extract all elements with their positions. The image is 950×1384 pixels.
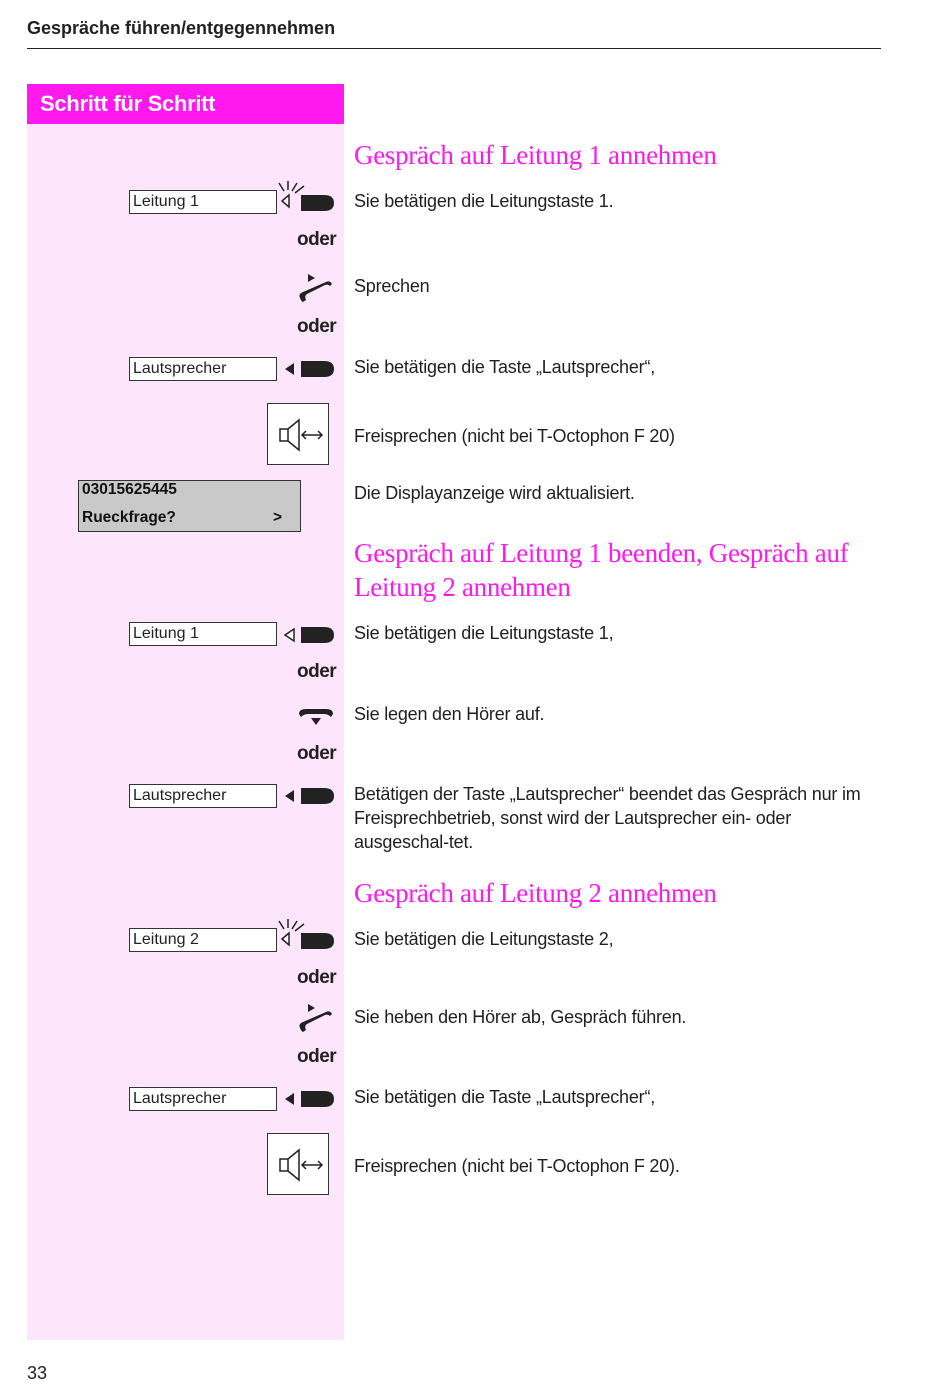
key-button-icon [298, 1088, 336, 1110]
step-text: Sie betätigen die Leitungstaste 1, [354, 623, 614, 643]
speaker-icon [267, 403, 329, 465]
oder-label: oder [297, 229, 337, 250]
section-title-accept-line2: Gespräch auf Leitung 2 annehmen [354, 878, 717, 908]
step-text: Betätigen der Taste „Lautsprecher“ beendet das Gespräch nur im Freisprechbetrieb, sonst wird der Lautsprecher ein- oder ausgeschal-tet. [354, 784, 861, 852]
section-title-line: Leitung 2 annehmen [354, 572, 571, 602]
phone-display [78, 480, 301, 532]
page-header-title: Gespräche führen/entgegennehmen [27, 18, 336, 38]
step-text: Sprechen [354, 276, 430, 296]
line2-key-label: Leitung 2 [129, 928, 277, 952]
key-button-icon [298, 358, 336, 380]
handset-hangup-icon [298, 706, 334, 730]
step-text: Freisprechen (nicht bei T-Octophon F 20). [354, 1156, 680, 1176]
key-button-icon [298, 624, 336, 646]
oder-label: oder [297, 661, 337, 682]
step-text: Sie heben den Hörer ab, Gespräch führen. [354, 1007, 687, 1027]
lit-led-icon [282, 1091, 296, 1107]
display-line-2: Rueckfrage? [82, 509, 176, 526]
speaker-key-label: Lautsprecher [129, 784, 277, 808]
lit-led-icon [282, 788, 296, 804]
handset-lift-icon [298, 274, 334, 304]
oder-label: oder [297, 1046, 337, 1067]
line1-key-label: Leitung 1 [129, 622, 277, 646]
sidebar-heading: Schritt für Schritt [27, 84, 344, 124]
display-line-1: 03015625445 [82, 481, 177, 498]
section-title-end-line1 [354, 536, 884, 604]
step-text: Sie betätigen die Leitungstaste 2, [354, 929, 614, 949]
page-number: 33 [27, 1363, 48, 1383]
step-text: Sie betätigen die Taste „Lautsprecher“, [354, 357, 656, 377]
oder-label: oder [297, 743, 337, 764]
step-text: Sie betätigen die Taste „Lautsprecher“, [354, 1087, 656, 1107]
speaker-key-label: Lautsprecher [129, 1087, 277, 1111]
lit-led-icon [282, 361, 296, 377]
section-title-accept-line1: Gespräch auf Leitung 1 annehmen [354, 140, 717, 170]
key-button-icon [298, 785, 336, 807]
step-text: Freisprechen (nicht bei T-Octophon F 20) [354, 426, 675, 446]
key-button-icon [298, 192, 336, 214]
line1-key-label: Leitung 1 [129, 190, 277, 214]
speaker-key-label: Lautsprecher [129, 357, 277, 381]
display-arrow: > [273, 509, 283, 526]
section-title-line: Gespräch auf Leitung 1 beenden, Gespräch auf [354, 538, 849, 568]
step-text: Die Displayanzeige wird aktualisiert. [354, 483, 635, 503]
oder-label: oder [297, 967, 337, 988]
speaker-icon [267, 1133, 329, 1195]
oder-label: oder [297, 316, 337, 337]
header-divider [27, 48, 881, 49]
key-button-icon [298, 930, 336, 952]
handset-lift-icon [298, 1004, 334, 1034]
led-outline-icon [282, 627, 296, 643]
step-text: Sie legen den Hörer auf. [354, 704, 545, 724]
step-text: Sie betätigen die Leitungstaste 1. [354, 191, 614, 211]
